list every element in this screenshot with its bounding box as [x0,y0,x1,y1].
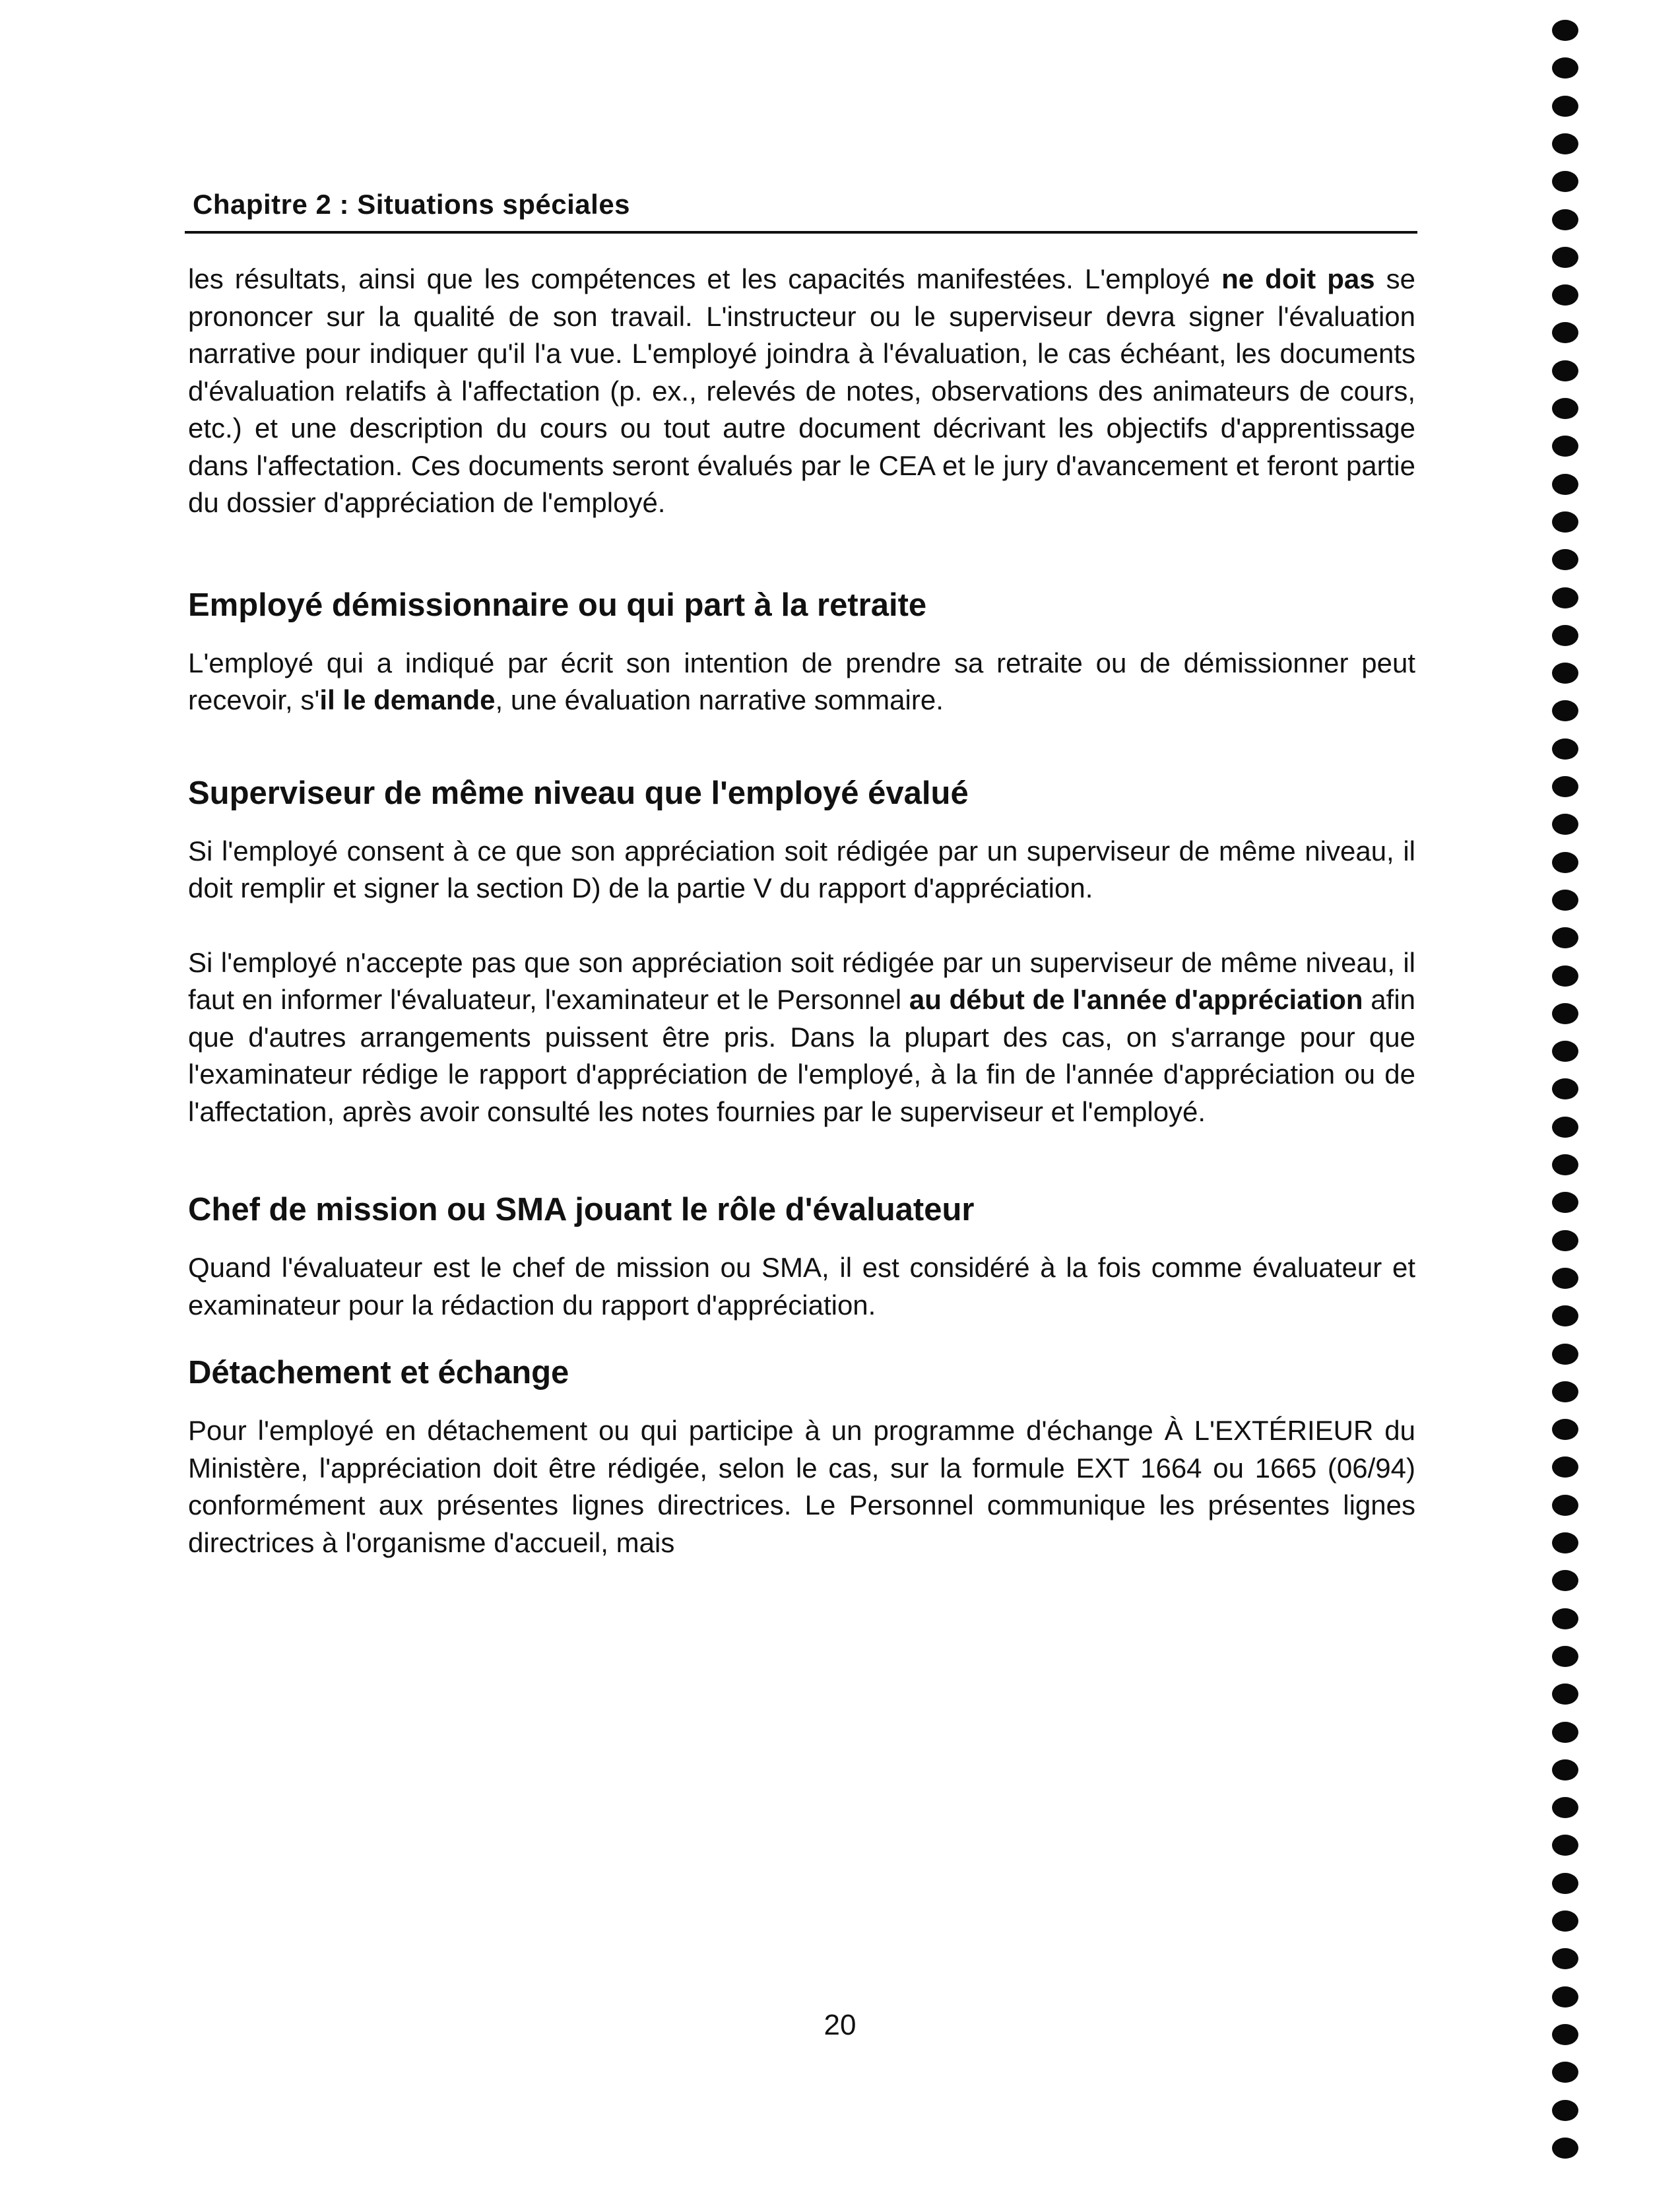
binding-hole [1552,1041,1578,1062]
binding-hole [1552,1456,1578,1478]
resignation-text-a: L'employé qui a indiqué par écrit son intention de prendre sa retraite ou de démissionner peut recevoir, s' [188,647,1415,715]
binding-hole [1552,1683,1578,1705]
binding-hole [1552,1419,1578,1440]
resignation-emphasis: il le demande [319,684,496,715]
binding-hole [1552,1268,1578,1289]
intro-paragraph [188,261,1415,522]
binding-hole [1552,20,1578,41]
binding-hole [1552,776,1578,797]
binding-hole [1552,436,1578,457]
binding-hole [1552,1986,1578,2008]
binding-hole [1552,1230,1578,1251]
binding-hole [1552,700,1578,721]
binding-hole [1552,209,1578,230]
header-rule [185,231,1417,234]
binding-hole [1552,1154,1578,1175]
binding-hole [1552,57,1578,79]
binding-hole [1552,2100,1578,2121]
same-level-emphasis: au début de l'année d'appréciation [909,984,1363,1015]
secondment-paragraph: Pour l'employé en détachement ou qui participe à un programme d'échange À L'EXTÉRIEUR du Ministère, l'appréciation doit être rédigée, selon le cas, sur la formule EXT 1664 ou 1665 (06/94) conformément aux présentes lignes directrices. Le Personnel communique les présentes lignes directrices à l'organisme d'accueil, mais [188,1415,1415,1558]
binding-hole [1552,1646,1578,1667]
binding-hole [1552,284,1578,306]
intro-text-rest: se prononcer sur la qualité de son travail. L'instructeur ou le superviseur devra signer l'évaluation narrative pour indiquer qu'il l'a vue. L'employé joindra à l'évaluation, le cas échéant, les documents d'évaluation relatifs à l'affectation (p. ex., relevés de notes, observations des animateurs de cours, etc.) et une description du cours ou tout autre document décrivant les objectifs d'apprentissage dans l'affectation. Ces documents seront évalués par le CEA et le jury d'avancement et feront partie du dossier d'appréciation de l'employé. [188,263,1415,518]
binding-hole [1552,549,1578,570]
binding-hole [1552,1911,1578,1932]
binding-hole [1552,511,1578,533]
binding-hole [1552,663,1578,684]
spiral-binding [1552,0,1592,2189]
binding-hole [1552,1003,1578,1024]
binding-hole [1552,322,1578,343]
binding-hole [1552,474,1578,495]
same-level-text-c: afin que d'autres arrangements puissent être pris. Dans la plupart des cas, on s'arrange pour que l'examinateur rédige le rapport d'appréciation de l'employé, à la fin de l'année d'appréciation ou de l'affectation, après avoir consulté les notes fournies par le superviseur et l'employé. [188,984,1416,1127]
heading-same-level-supervisor: Superviseur de même niveau que l'employé évalué [188,775,969,811]
binding-hole [1552,1835,1578,1856]
binding-hole [1552,2138,1578,2159]
heading-resignation: Employé démissionnaire ou qui part à la retraite [188,587,927,623]
same-level-text-a: Si l'employé n'accepte pas que son appréciation soit rédigée par un superviseur de même niveau, il faut en informer l'évaluateur, l'examinateur et le Personnel [188,946,1415,1015]
binding-hole [1552,814,1578,835]
page-content [188,261,1415,1561]
binding-hole [1552,398,1578,419]
binding-hole [1552,1192,1578,1213]
intro-text-start: les résultats, ainsi que les compétences et les capacités manifestées. L'employé [188,263,1222,294]
binding-hole [1552,247,1578,268]
binding-hole [1552,1722,1578,1743]
binding-hole [1552,1608,1578,1629]
binding-hole [1552,852,1578,873]
binding-hole [1552,1344,1578,1365]
binding-hole [1552,1759,1578,1781]
resignation-text-c: , une évaluation narrative sommaire. [495,684,944,715]
binding-hole [1552,625,1578,646]
binding-hole [1552,1570,1578,1591]
binding-hole [1552,171,1578,192]
binding-hole [1552,1305,1578,1326]
binding-hole [1552,1381,1578,1402]
binding-hole [1552,1873,1578,1894]
binding-hole [1552,965,1578,987]
same-level-paragraph-2 [188,944,1415,1131]
binding-hole [1552,1948,1578,1969]
same-level-paragraph-1: Si l'employé consent à ce que son appréciation soit rédigée par un superviseur de même niveau, il doit remplir et signer la section D) de la partie V du rapport d'appréciation. [188,835,1415,903]
running-header: Chapitre 2 : Situations spéciales [193,189,631,220]
head-of-mission-paragraph: Quand l'évaluateur est le chef de mission ou SMA, il est considéré à la fois comme évaluateur et examinateur pour la rédaction du rapport d'appréciation. [188,1252,1415,1321]
binding-hole [1552,1117,1578,1138]
intro-emphasis: ne doit pas [1221,263,1375,294]
binding-hole [1552,1532,1578,1553]
page-number: 20 [824,2009,856,2041]
binding-hole [1552,96,1578,117]
binding-hole [1552,890,1578,911]
binding-hole [1552,1797,1578,1818]
resignation-paragraph [188,645,1415,719]
heading-head-of-mission: Chef de mission ou SMA jouant le rôle d'évaluateur [188,1192,975,1227]
binding-hole [1552,360,1578,381]
heading-secondment: Détachement et échange [188,1355,569,1390]
binding-hole [1552,133,1578,154]
binding-hole [1552,587,1578,608]
binding-hole [1552,2062,1578,2083]
binding-hole [1552,927,1578,948]
binding-hole [1552,1495,1578,1516]
binding-hole [1552,738,1578,760]
binding-hole [1552,2024,1578,2045]
binding-hole [1552,1078,1578,1099]
